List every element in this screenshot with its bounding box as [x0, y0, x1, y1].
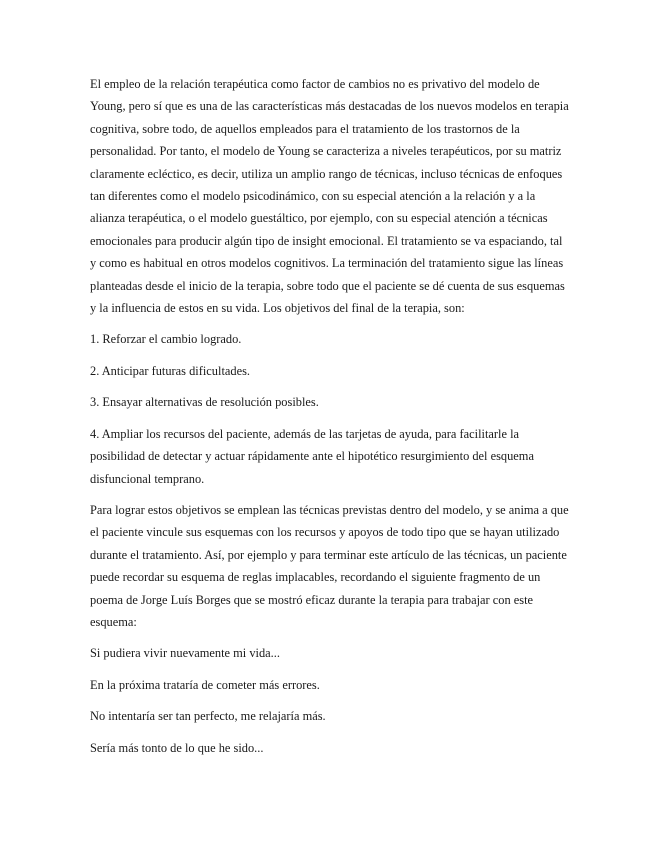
- list-item-2: 2. Anticipar futuras dificultades.: [90, 363, 251, 378]
- paragraph-intro: El empleo de la relación terapéutica como factor de cambios no es privativo del modelo de Young, pero sí que es una de las características más destacadas de los nuevos modelos en terapia cognitiva, sobre todo, de aquellos empleados para el tratamiento de los trastornos de la personalidad. Por tanto, el modelo de Young se caracteriza a niveles terapéuticos, por su matriz claramente ecléctico, es decir, utiliza un amplio rango de técnicas, incluso técnicas de enfoques tan diferentes como el modelo psicodinámico, con su especial atención a la relación y a la alianza terapéutica, o el modelo guestáltico, por ejemplo, con su especial atención a técnicas emocionales para producir algún tipo de insight emocional. El tratamiento se va espaciando, tal y como es habitual en otros modelos cognitivos. La terminación del tratamiento sigue las líneas planteadas desde el inicio de la terapia, sobre todo que el paciente se dé cuenta de sus esquemas y la influencia de estos en su vida. Los objetivos del final de la terapia, son:: [90, 77, 569, 316]
- list-item-1: 1. Reforzar el cambio logrado.: [90, 332, 242, 347]
- paragraph-strategy: Para lograr estos objetivos se emplean las técnicas previstas dentro del modelo, y se anima a que el paciente vincule sus esquemas con los recursos y apoyos de todo tipo que se hayan utilizado durante el tratamiento. Así, por ejemplo y para terminar este artículo de las técnicas, un paciente puede recordar su esquema de reglas implacables, recordando el siguiente fragmento de un poema de Jorge Luís Borges que se mostró eficaz durante la terapia para trabajar con este esquema:: [90, 502, 569, 629]
- list-item-4: 4. Ampliar los recursos del paciente, además de las tarjetas de ayuda, para facilitarle la posibilidad de detectar y actuar rápidamente ante el hipotético resurgimiento del esquema disfuncional temprano.: [90, 426, 534, 486]
- poem-line-3: No intentaría ser tan perfecto, me relajaría más.: [90, 709, 326, 724]
- poem-line-4: Sería más tonto de lo que he sido...: [90, 740, 264, 755]
- document-body: [90, 73, 570, 768]
- list-item-3: 3. Ensayar alternativas de resolución posibles.: [90, 395, 319, 410]
- poem-line-1: Si pudiera vivir nuevamente mi vida...: [90, 646, 280, 661]
- poem-line-2: En la próxima trataría de cometer más errores.: [90, 677, 320, 692]
